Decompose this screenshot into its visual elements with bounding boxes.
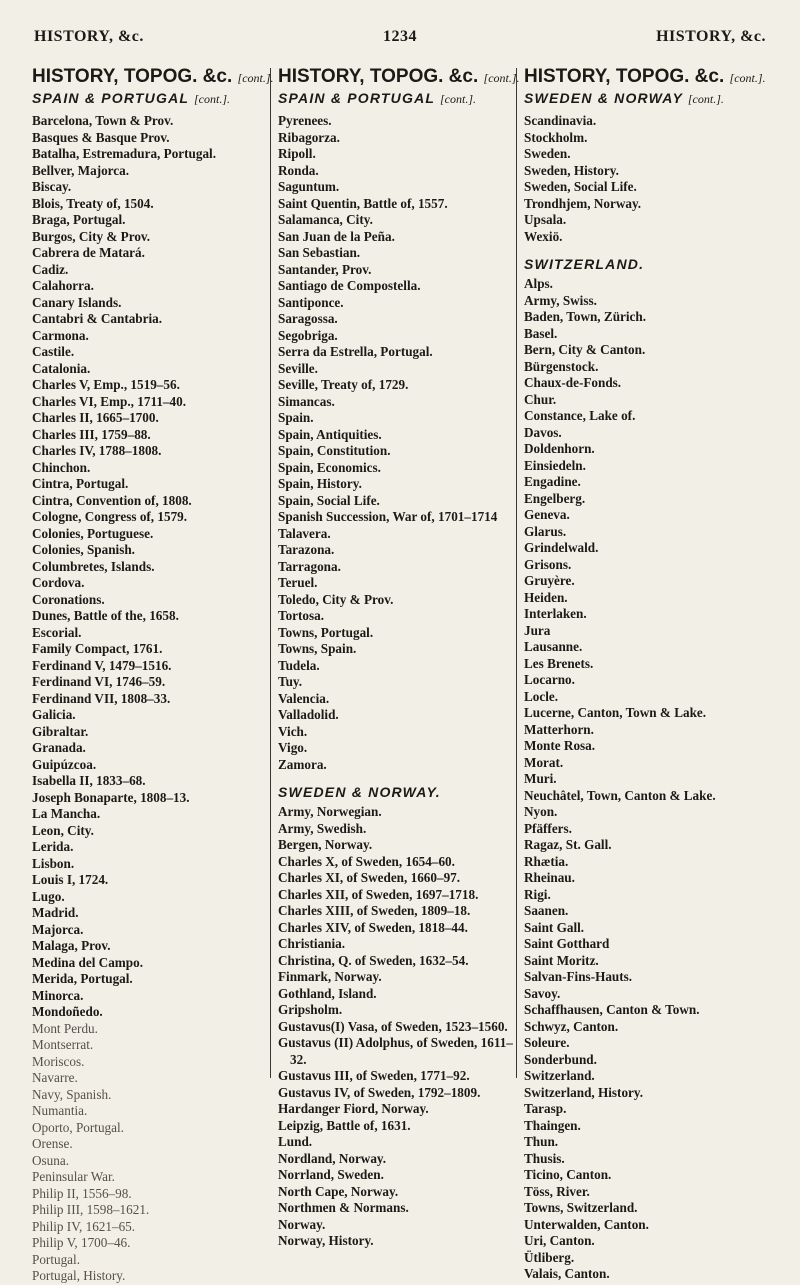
index-entry: Heiden. bbox=[524, 589, 568, 605]
index-entry: Castile. bbox=[32, 344, 75, 359]
column-heading bbox=[524, 66, 766, 89]
index-entry: Sonderbund. bbox=[524, 1051, 597, 1067]
index-entry: Saint Moritz. bbox=[524, 952, 599, 968]
continued-marker: [cont.]. bbox=[687, 92, 724, 106]
index-entry: Saint Gall. bbox=[524, 919, 585, 935]
index-entry: Neuchâtel, Town, Canton & Lake. bbox=[524, 787, 716, 803]
continued-marker: [cont.]. bbox=[483, 71, 520, 85]
index-entry: Cadiz. bbox=[32, 261, 69, 277]
column-divider bbox=[516, 68, 517, 1078]
index-entry: Spanish Succession, War of, 1701–1714 bbox=[278, 509, 498, 524]
index-entry: Scandinavia. bbox=[524, 113, 597, 128]
index-entry: Valladolid. bbox=[278, 707, 339, 722]
running-head bbox=[0, 28, 800, 50]
index-entry: Spain, Economics. bbox=[278, 459, 381, 475]
index-entry: Matterhorn. bbox=[524, 721, 594, 737]
index-entry: Christina, Q. of Sweden, 1632–54. bbox=[278, 952, 469, 968]
index-entry: Medina del Campo. bbox=[32, 954, 143, 970]
section-heading-text: SPAIN & PORTUGAL bbox=[32, 90, 189, 106]
index-entry: Lugo. bbox=[32, 888, 65, 904]
index-entry: Tuy. bbox=[278, 674, 303, 689]
index-entry: Chur. bbox=[524, 391, 557, 407]
section-heading bbox=[32, 89, 268, 108]
index-entry: San Juan de la Peña. bbox=[278, 228, 395, 244]
index-entry: Lausanne. bbox=[524, 639, 583, 654]
index-entry: Vich. bbox=[278, 723, 308, 739]
index-entry: Mondoñedo. bbox=[32, 1004, 103, 1019]
column-3 bbox=[524, 64, 766, 1281]
index-entry: Salamanca, City. bbox=[278, 212, 373, 227]
index-entry: Muri. bbox=[524, 771, 557, 786]
index-entry: Thun. bbox=[524, 1134, 559, 1149]
index-entry: Osuna. bbox=[32, 1152, 69, 1168]
index-entry: Towns, Portugal. bbox=[278, 624, 374, 640]
index-entry: Moriscos. bbox=[32, 1053, 85, 1069]
index-entry: Savoy. bbox=[524, 985, 561, 1001]
index-entry: Merida, Portugal. bbox=[32, 971, 133, 986]
index-entry: Glarus. bbox=[524, 523, 567, 539]
index-entry: Simancas. bbox=[278, 393, 335, 409]
index-entry: Biscay. bbox=[32, 179, 72, 194]
index-entry: Engelberg. bbox=[524, 490, 586, 506]
entry-list bbox=[524, 276, 760, 1283]
index-entry: Talavera. bbox=[278, 525, 331, 541]
index-entry: Norway, History. bbox=[278, 1233, 374, 1248]
index-entry: Geneva. bbox=[524, 507, 570, 522]
index-entry: Charles V, Emp., 1519–56. bbox=[32, 377, 180, 392]
index-entry: Mont Perdu. bbox=[32, 1020, 98, 1036]
index-entry: Ragaz, St. Gall. bbox=[524, 837, 612, 852]
entry-list bbox=[524, 113, 760, 245]
continued-marker: [cont.]. bbox=[439, 92, 476, 106]
index-entry: Philip II, 1556–98. bbox=[32, 1185, 132, 1201]
index-entry: Ferdinand VI, 1746–59. bbox=[32, 674, 166, 689]
index-entry: Spain. bbox=[278, 410, 314, 425]
index-entry: Soleure. bbox=[524, 1035, 570, 1050]
index-entry: Switzerland. bbox=[524, 1068, 595, 1083]
index-entry: Thaingen. bbox=[524, 1117, 581, 1133]
index-entry: Cabrera de Matará. bbox=[32, 245, 145, 260]
index-entry: Thusis. bbox=[524, 1150, 565, 1166]
entry-list bbox=[278, 804, 514, 1250]
index-entry: Galicia. bbox=[32, 707, 76, 722]
index-entry: Gustavus III, of Sweden, 1771–92. bbox=[278, 1068, 470, 1083]
index-entry: Cintra, Portugal. bbox=[32, 476, 129, 491]
running-head-right: HISTORY, &c. bbox=[656, 28, 766, 45]
index-entry: Gustavus (II) Adolphus, of Sweden, 1611–32. bbox=[278, 1035, 513, 1067]
index-entry: Pfäffers. bbox=[524, 820, 572, 836]
index-entry: Charles IV, 1788–1808. bbox=[32, 443, 162, 458]
index-entry: Family Compact, 1761. bbox=[32, 641, 163, 656]
index-entry: Morat. bbox=[524, 754, 564, 770]
column-heading-text: HISTORY, TOPOG. &c. bbox=[524, 66, 725, 87]
index-entry: Santiponce. bbox=[278, 294, 344, 310]
index-entry: Jura bbox=[524, 622, 551, 638]
index-entry: Santiago de Compostella. bbox=[278, 278, 421, 293]
index-entry: Unterwalden, Canton. bbox=[524, 1216, 649, 1232]
index-entry: Grindelwald. bbox=[524, 540, 599, 555]
index-entry: Minorca. bbox=[32, 987, 84, 1003]
index-entry: Carmona. bbox=[32, 327, 89, 343]
index-entry: Navy, Spanish. bbox=[32, 1086, 112, 1102]
index-entry: Bergen, Norway. bbox=[278, 837, 373, 852]
index-entry: Isabella II, 1833–68. bbox=[32, 773, 146, 788]
index-entry: Switzerland, History. bbox=[524, 1084, 644, 1100]
index-entry: Guipúzcoa. bbox=[32, 756, 97, 772]
index-entry: Santander, Prov. bbox=[278, 261, 372, 277]
index-entry: Gustavus(I) Vasa, of Sweden, 1523–1560. bbox=[278, 1018, 508, 1034]
index-entry: Navarre. bbox=[32, 1070, 78, 1085]
index-entry: Rhætia. bbox=[524, 853, 569, 869]
index-entry: Majorca. bbox=[32, 921, 84, 937]
index-entry: Spain, Social Life. bbox=[278, 492, 380, 508]
index-entry: Charles III, 1759–88. bbox=[32, 426, 151, 442]
index-entry: Upsala. bbox=[524, 212, 567, 227]
index-entry: Portugal, History. bbox=[32, 1268, 126, 1283]
index-entry: Gothland, Island. bbox=[278, 985, 377, 1001]
index-entry: Vigo. bbox=[278, 740, 308, 755]
index-entry: Portugal. bbox=[32, 1251, 80, 1267]
index-entry: Christiania. bbox=[278, 936, 346, 951]
index-entry: Lisbon. bbox=[32, 855, 75, 871]
index-entry: Leipzig, Battle of, 1631. bbox=[278, 1117, 411, 1133]
index-entry: Coronations. bbox=[32, 591, 105, 607]
index-entry: Philip V, 1700–46. bbox=[32, 1235, 131, 1250]
index-entry: Lerida. bbox=[32, 839, 74, 854]
index-entry: Einsiedeln. bbox=[524, 457, 586, 473]
continued-marker: [cont.]. bbox=[193, 92, 230, 106]
index-entry: Saguntum. bbox=[278, 179, 340, 194]
index-entry: Charles XII, of Sweden, 1697–1718. bbox=[278, 886, 479, 902]
index-entry: Stockholm. bbox=[524, 129, 588, 145]
index-entry: Segobriga. bbox=[278, 327, 338, 343]
index-entry: Charles XIII, of Sweden, 1809–18. bbox=[278, 903, 471, 918]
section-heading: SWITZERLAND. bbox=[524, 256, 645, 272]
index-entry: Rigi. bbox=[524, 886, 551, 902]
index-entry: Escorial. bbox=[32, 624, 82, 640]
index-entry: Charles II, 1665–1700. bbox=[32, 410, 159, 425]
index-entry: Hardanger Fiord, Norway. bbox=[278, 1101, 429, 1116]
index-entry: Töss, River. bbox=[524, 1183, 590, 1199]
index-entry: Blois, Treaty of, 1504. bbox=[32, 195, 154, 211]
index-entry: Ütliberg. bbox=[524, 1249, 575, 1265]
entry-list bbox=[278, 113, 514, 773]
index-entry: North Cape, Norway. bbox=[278, 1183, 399, 1199]
index-entry: Calahorra. bbox=[32, 278, 94, 293]
index-entry: Interlaken. bbox=[524, 606, 587, 621]
index-entry: Army, Swiss. bbox=[524, 292, 597, 308]
index-columns bbox=[30, 64, 772, 1283]
index-entry: Davos. bbox=[524, 424, 562, 440]
index-entry: Saint Quentin, Battle of, 1557. bbox=[278, 195, 448, 211]
index-entry: Monte Rosa. bbox=[524, 738, 596, 753]
index-entry: Nyon. bbox=[524, 804, 558, 819]
continued-marker: [cont.]. bbox=[237, 71, 274, 85]
index-entry: Spain, Antiquities. bbox=[278, 426, 382, 442]
index-entry: Teruel. bbox=[278, 575, 318, 590]
index-entry: Colonies, Spanish. bbox=[32, 542, 135, 557]
index-entry: Constance, Lake of. bbox=[524, 408, 636, 423]
index-entry: Bern, City & Canton. bbox=[524, 342, 646, 357]
column-heading bbox=[32, 66, 274, 89]
index-entry: Engadine. bbox=[524, 474, 581, 489]
section-heading-text: SPAIN & PORTUGAL bbox=[278, 90, 435, 106]
index-entry: Ripoll. bbox=[278, 146, 316, 161]
column-heading-text: HISTORY, TOPOG. &c. bbox=[278, 66, 479, 87]
index-entry: Columbretes, Islands. bbox=[32, 558, 155, 574]
index-entry: Serra da Estrella, Portugal. bbox=[278, 344, 433, 359]
index-entry: Northmen & Normans. bbox=[278, 1200, 409, 1215]
index-entry: Saanen. bbox=[524, 903, 569, 918]
index-entry: Army, Norwegian. bbox=[278, 804, 382, 819]
index-entry: Philip III, 1598–1621. bbox=[32, 1202, 150, 1217]
index-entry: Malaga, Prov. bbox=[32, 938, 111, 953]
index-entry: Zamora. bbox=[278, 756, 327, 772]
column-2 bbox=[278, 64, 520, 1248]
index-entry: Tarragona. bbox=[278, 558, 341, 574]
index-entry: Ronda. bbox=[278, 162, 319, 178]
index-entry: Uri, Canton. bbox=[524, 1233, 595, 1248]
index-entry: Batalha, Estremadura, Portugal. bbox=[32, 146, 217, 161]
index-entry: Schwyz, Canton. bbox=[524, 1018, 619, 1034]
index-entry: Locle. bbox=[524, 688, 559, 704]
index-entry: Charles XIV, of Sweden, 1818–44. bbox=[278, 919, 468, 935]
index-entry: Burgos, City & Prov. bbox=[32, 228, 151, 244]
index-entry: Colonies, Portuguese. bbox=[32, 525, 154, 541]
index-entry: Towns, Spain. bbox=[278, 641, 357, 656]
index-entry: Towns, Switzerland. bbox=[524, 1200, 638, 1215]
index-entry: Norway. bbox=[278, 1216, 326, 1232]
index-entry: Ticino, Canton. bbox=[524, 1167, 612, 1182]
index-entry: Chinchon. bbox=[32, 459, 91, 475]
index-entry: Charles X, of Sweden, 1654–60. bbox=[278, 853, 455, 869]
index-entry: Saint Gotthard bbox=[524, 936, 610, 951]
index-entry: Doldenhorn. bbox=[524, 441, 595, 456]
index-entry: Seville, Treaty of, 1729. bbox=[278, 377, 409, 392]
index-entry: Spain, Constitution. bbox=[278, 443, 391, 458]
index-entry: Alps. bbox=[524, 276, 553, 291]
index-entry: Salvan-Fins-Hauts. bbox=[524, 969, 633, 984]
index-entry: Montserrat. bbox=[32, 1037, 94, 1052]
column-heading-text: HISTORY, TOPOG. &c. bbox=[32, 66, 233, 87]
index-entry: Les Brenets. bbox=[524, 655, 594, 671]
index-entry: Trondhjem, Norway. bbox=[524, 195, 642, 211]
index-entry: Basques & Basque Prov. bbox=[32, 129, 170, 145]
index-entry: Barcelona, Town & Prov. bbox=[32, 113, 174, 128]
index-entry: Charles VI, Emp., 1711–40. bbox=[32, 393, 186, 409]
index-entry: Valencia. bbox=[278, 690, 330, 706]
running-head-left: HISTORY, &c. bbox=[34, 28, 144, 45]
index-entry: Sweden, Social Life. bbox=[524, 179, 637, 194]
index-entry: Philip IV, 1621–65. bbox=[32, 1218, 136, 1234]
index-entry: Lund. bbox=[278, 1134, 313, 1149]
index-entry: Cantabri & Cantabria. bbox=[32, 311, 163, 326]
column-divider bbox=[270, 68, 271, 1078]
index-entry: Rheinau. bbox=[524, 870, 575, 885]
index-entry: Orense. bbox=[32, 1136, 73, 1151]
index-entry: Tudela. bbox=[278, 657, 320, 673]
index-entry: Norrland, Sweden. bbox=[278, 1167, 384, 1182]
index-entry: Sweden. bbox=[524, 146, 571, 161]
index-entry: Gripsholm. bbox=[278, 1002, 343, 1017]
index-entry: Toledo, City & Prov. bbox=[278, 591, 394, 607]
index-entry: Finmark, Norway. bbox=[278, 969, 382, 984]
index-entry: Schaffhausen, Canton & Town. bbox=[524, 1002, 700, 1017]
index-entry: Lucerne, Canton, Town & Lake. bbox=[524, 705, 707, 720]
continued-marker: [cont.]. bbox=[729, 71, 766, 85]
index-entry: Valais, Canton. bbox=[524, 1266, 610, 1281]
index-entry: Gruyère. bbox=[524, 573, 575, 588]
index-entry: Seville. bbox=[278, 360, 318, 376]
index-entry: Tortosa. bbox=[278, 608, 325, 623]
index-entry: La Mancha. bbox=[32, 806, 101, 821]
index-entry: Tarazona. bbox=[278, 542, 335, 557]
index-entry: Bellver, Majorca. bbox=[32, 162, 130, 178]
index-entry: Bürgenstock. bbox=[524, 358, 599, 374]
index-entry: Gustavus IV, of Sweden, 1792–1809. bbox=[278, 1084, 481, 1100]
index-entry: Tarasp. bbox=[524, 1101, 567, 1116]
index-entry: Locarno. bbox=[524, 672, 575, 687]
index-entry: Wexiö. bbox=[524, 228, 563, 244]
index-entry: Cintra, Convention of, 1808. bbox=[32, 492, 192, 508]
column-heading bbox=[278, 66, 520, 89]
index-entry: Ribagorza. bbox=[278, 129, 340, 145]
index-entry: Grisons. bbox=[524, 556, 572, 572]
index-entry: Peninsular War. bbox=[32, 1169, 115, 1184]
index-entry: Sweden, History. bbox=[524, 162, 619, 178]
index-entry: Madrid. bbox=[32, 905, 79, 920]
index-entry: Cologne, Congress of, 1579. bbox=[32, 509, 188, 524]
index-entry: Louis I, 1724. bbox=[32, 872, 109, 887]
index-entry: Cordova. bbox=[32, 575, 85, 590]
index-entry: San Sebastian. bbox=[278, 245, 361, 260]
index-entry: Catalonia. bbox=[32, 360, 91, 376]
page-number: 1234 bbox=[383, 28, 417, 45]
index-entry: Granada. bbox=[32, 740, 86, 755]
index-entry: Nordland, Norway. bbox=[278, 1150, 387, 1166]
index-entry: Canary Islands. bbox=[32, 294, 122, 310]
index-entry: Chaux-de-Fonds. bbox=[524, 375, 622, 390]
index-entry: Oporto, Portugal. bbox=[32, 1119, 124, 1135]
section-heading: SWEDEN & NORWAY. bbox=[278, 784, 441, 800]
entry-list bbox=[32, 113, 268, 1285]
index-entry: Dunes, Battle of the, 1658. bbox=[32, 608, 179, 623]
section-heading bbox=[524, 89, 760, 108]
index-entry: Braga, Portugal. bbox=[32, 212, 126, 227]
section-heading-text: SWEDEN & NORWAY bbox=[524, 90, 683, 106]
section-heading bbox=[278, 89, 514, 108]
index-entry: Numantia. bbox=[32, 1103, 88, 1118]
index-entry: Gibraltar. bbox=[32, 723, 89, 739]
index-entry: Joseph Bonaparte, 1808–13. bbox=[32, 789, 190, 805]
index-entry: Ferdinand VII, 1808–33. bbox=[32, 690, 171, 706]
index-entry: Leon, City. bbox=[32, 822, 94, 838]
index-entry: Army, Swedish. bbox=[278, 820, 367, 836]
index-entry: Spain, History. bbox=[278, 476, 362, 491]
index-entry: Ferdinand V, 1479–1516. bbox=[32, 657, 172, 673]
index-entry: Saragossa. bbox=[278, 311, 338, 326]
column-1 bbox=[32, 64, 274, 1283]
index-entry: Basel. bbox=[524, 325, 558, 341]
index-entry: Baden, Town, Zürich. bbox=[524, 309, 647, 324]
index-entry: Pyrenees. bbox=[278, 113, 332, 128]
index-entry: Charles XI, of Sweden, 1660–97. bbox=[278, 870, 461, 885]
